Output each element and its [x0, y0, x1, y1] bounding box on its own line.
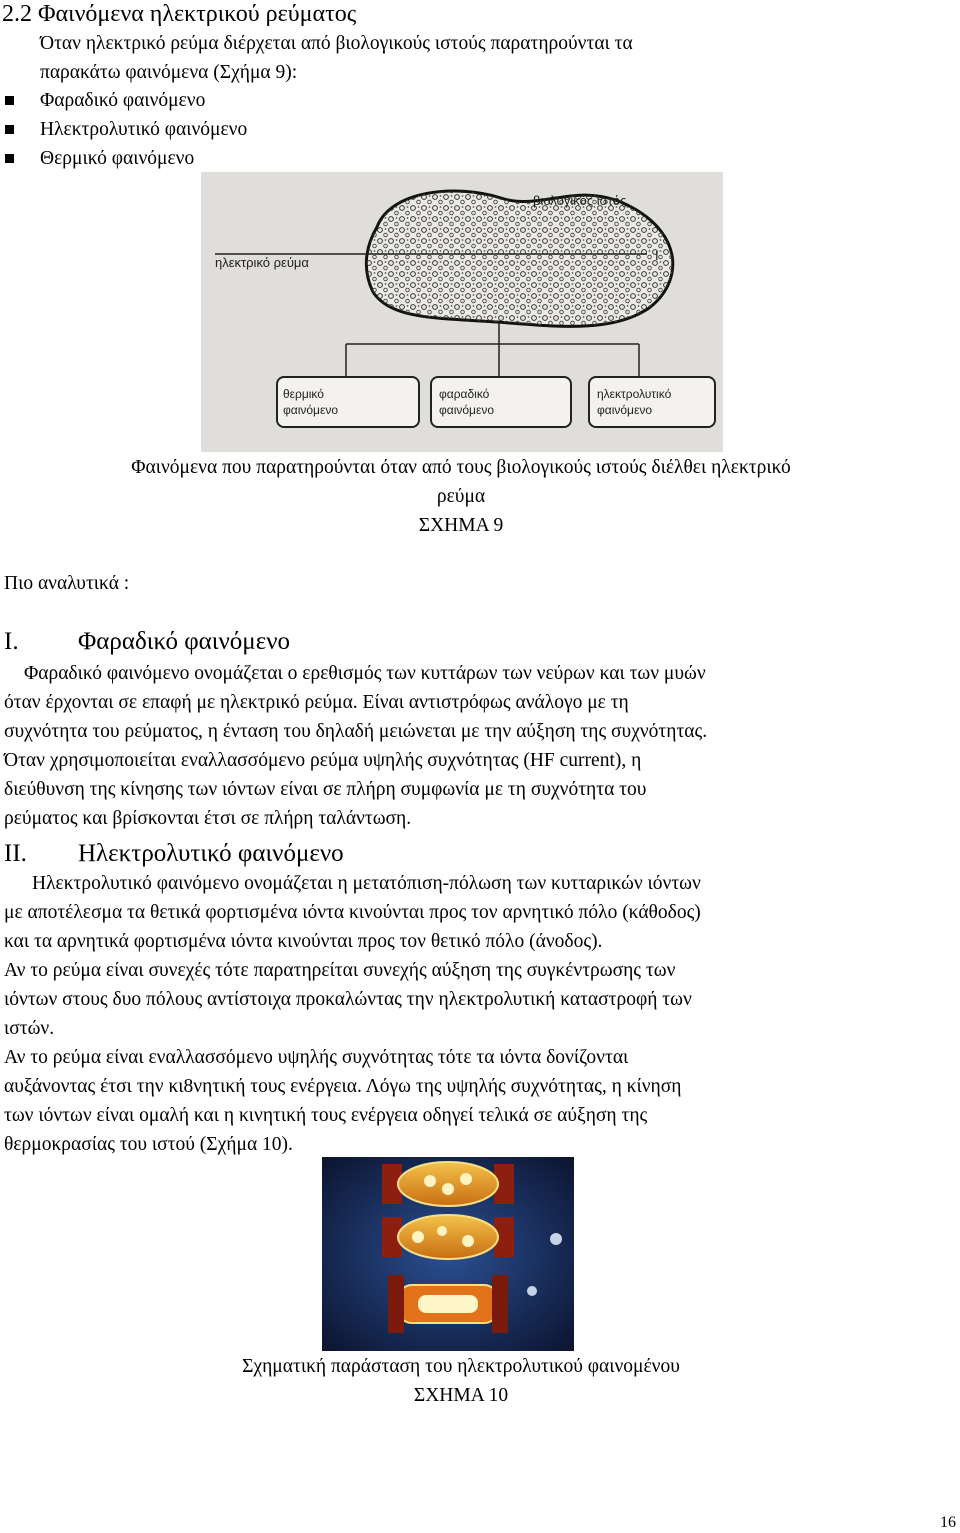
list-item: Φαραδικό φαινόμενο	[40, 90, 206, 111]
electrolytic-line: αυξάνοντας έτσι την κι8νητική τους ενέργεια. Λόγω της υψηλής συχνότητας, η κίνηση	[4, 1076, 682, 1097]
box1-line2: φαινόμενο	[283, 403, 338, 417]
figure-9-caption-line-2: ρεύμα	[436, 486, 486, 507]
faradic-line: ρεύματος και βρίσκονται έτσι σε πλήρη ταλάντωση.	[4, 808, 412, 829]
label-tissue: βιολογικός ιστός	[533, 193, 627, 208]
box-electrolytic	[589, 377, 715, 427]
figure-10-number: ΣΧΗΜΑ 10	[413, 1385, 509, 1406]
electrolytic-line: των ιόντων είναι ομαλή και η κινητική τους ενέργεια οδηγεί τελικά σε αύξηση της	[4, 1105, 648, 1126]
box2-line2: φαινόμενο	[439, 403, 494, 417]
square-bullet-icon	[5, 96, 14, 105]
faradic-line: Φαραδικό φαινόμενο ονομάζεται ο ερεθισμός των κυττάρων των νεύρων και των μυών	[24, 663, 706, 684]
faradic-line: Όταν χρησιμοποιείται εναλλασσόμενο ρεύμα υψηλής συχνότητας (HF current), η	[4, 750, 642, 771]
figure-10-caption: Σχηματική παράσταση του ηλεκτρολυτικού φαινομένου	[242, 1356, 680, 1377]
electrolytic-line: Αν το ρεύμα είναι εναλλασσόμενο υψηλής συχνότητας τότε τα ιόντα δονίζονται	[4, 1047, 629, 1068]
faradic-line: όταν έρχονται σε επαφή με ηλεκτρικό ρεύμα. Είναι αντιστρόφως ανάλογο με τη	[4, 692, 629, 713]
details-label: Πιο αναλυτικά :	[4, 573, 130, 594]
box-faradic	[431, 377, 571, 427]
square-bullet-icon	[5, 154, 14, 163]
electrolytic-line: με αποτέλεσμα τα θετικά φορτισμένα ιόντα κινούνται προς τον αρνητικό πόλο (κάθοδος)	[4, 902, 701, 923]
page-number: 16	[940, 1514, 956, 1531]
electrolytic-line: Ηλεκτρολυτικό φαινόμενο ονομάζεται η μετατόπιση-πόλωση των κυτταρικών ιόντων	[32, 873, 701, 894]
faradic-line: διεύθυνση της κίνησης των ιόντων είναι σε πλήρη συμφωνία με τη συχνότητα του	[4, 779, 647, 800]
electrolytic-line: ιόντων στους δυο πόλους αντίστοιχα προκαλώντας την ηλεκτρολυτική καταστροφή των	[4, 989, 692, 1010]
faradic-numeral: I.	[4, 628, 19, 655]
box2-line1: φαραδικό	[439, 387, 490, 401]
intro-line-1: Όταν ηλεκτρικό ρεύμα διέρχεται από βιολογικούς ιστούς παρατηρούνται τα	[40, 33, 633, 54]
box3-line2: φαινόμενο	[597, 403, 652, 417]
section-heading: 2.2 Φαινόμενα ηλεκτρικού ρεύματος	[2, 1, 357, 27]
intro-line-2: παρακάτω φαινόμενα (Σχήμα 9):	[40, 62, 298, 83]
square-bullet-icon	[5, 125, 14, 134]
electrolytic-title: Ηλεκτρολυτικό φαινόμενο	[78, 840, 344, 867]
electrolytic-numeral: II.	[4, 840, 27, 867]
list-item: Θερμικό φαινόμενο	[40, 148, 195, 169]
cell-top	[382, 1162, 514, 1206]
box1-line1: θερμικό	[283, 387, 324, 401]
electrolytic-line: ιστών.	[4, 1018, 55, 1039]
faradic-line: συχνότητα του ρεύματος, η ένταση του δηλαδή μειώνεται με την αύξηση της συχνότητας.	[4, 721, 708, 742]
electrolytic-line: και τα αρνητικά φορτισμένα ιόντα κινούνται προς τον θετικό πόλο (άνοδος).	[4, 931, 603, 952]
electrolytic-line: Αν το ρεύμα είναι συνεχές τότε παρατηρείται συνεχής αύξηση της συγκέντρωσης των	[4, 960, 676, 981]
figure-9-diagram	[201, 172, 723, 452]
box-thermal	[277, 377, 419, 427]
figure-9-number: ΣΧΗΜΑ 9	[418, 515, 504, 536]
tissue-cells	[366, 191, 672, 326]
figure-10-diagram	[322, 1157, 574, 1351]
list-item: Ηλεκτρολυτικό φαινόμενο	[40, 119, 248, 140]
label-current: ηλεκτρικό ρεύμα	[215, 255, 309, 270]
figure-9-caption-line-1: Φαινόμενα που παρατηρούνται όταν από τους βιολογικούς ιστούς διέλθει ηλεκτρικό	[131, 457, 791, 478]
faradic-title: Φαραδικό φαινόμενο	[78, 628, 291, 655]
electrolytic-line: θερμοκρασίας του ιστού (Σχήμα 10).	[4, 1134, 293, 1155]
label-current-symbol: I	[655, 248, 659, 263]
box3-line1: ηλεκτρολυτικό	[597, 387, 672, 401]
